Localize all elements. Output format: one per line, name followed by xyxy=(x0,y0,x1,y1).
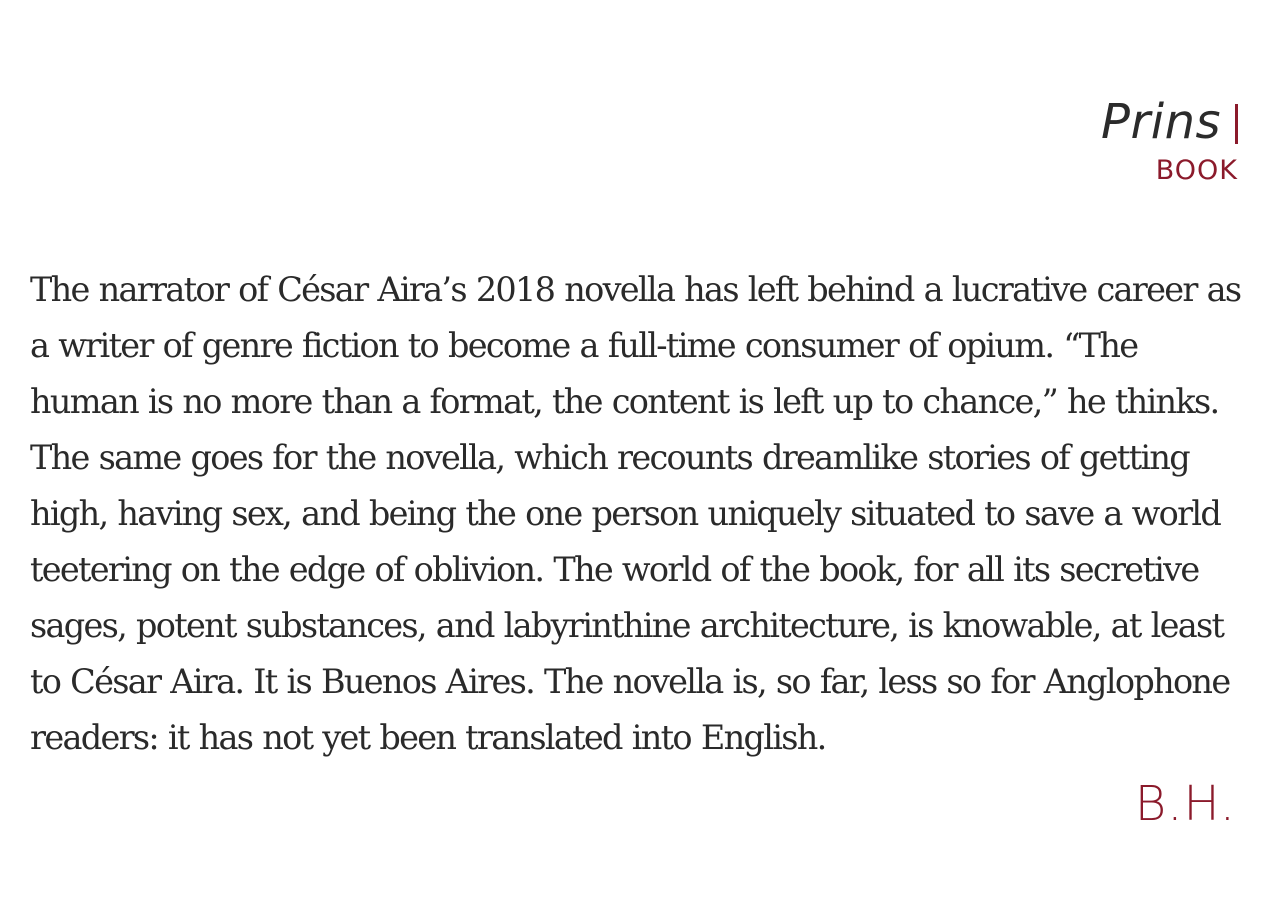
author-initials: B.H. xyxy=(1134,776,1236,832)
entry-header xyxy=(1101,94,1238,187)
title-row xyxy=(1101,94,1238,150)
entry-category-label: BOOK xyxy=(1155,155,1238,186)
entry-title: Prins xyxy=(1101,94,1221,150)
entry-body-text: The narrator of César Aira’s 2018 novella has left behind a lucrative career as a writer of genre fiction to become a full-time consumer of opium. “The human is no more than a format, the content is left up to chance,” he thinks. The same goes for the novella, which recounts dreamlike stories of getting high, having sex, and being the one person uniquely situated to save a world teetering on the edge of oblivion. The world of the book, for all its secretive sages, potent substances, and labyrinthine architecture, is knowable, at least to César Aira. It is Buenos Aires. The novella is, so far, less so for Anglophone readers: it has not yet been translated into English. xyxy=(30,270,1241,757)
title-divider xyxy=(1235,104,1238,144)
